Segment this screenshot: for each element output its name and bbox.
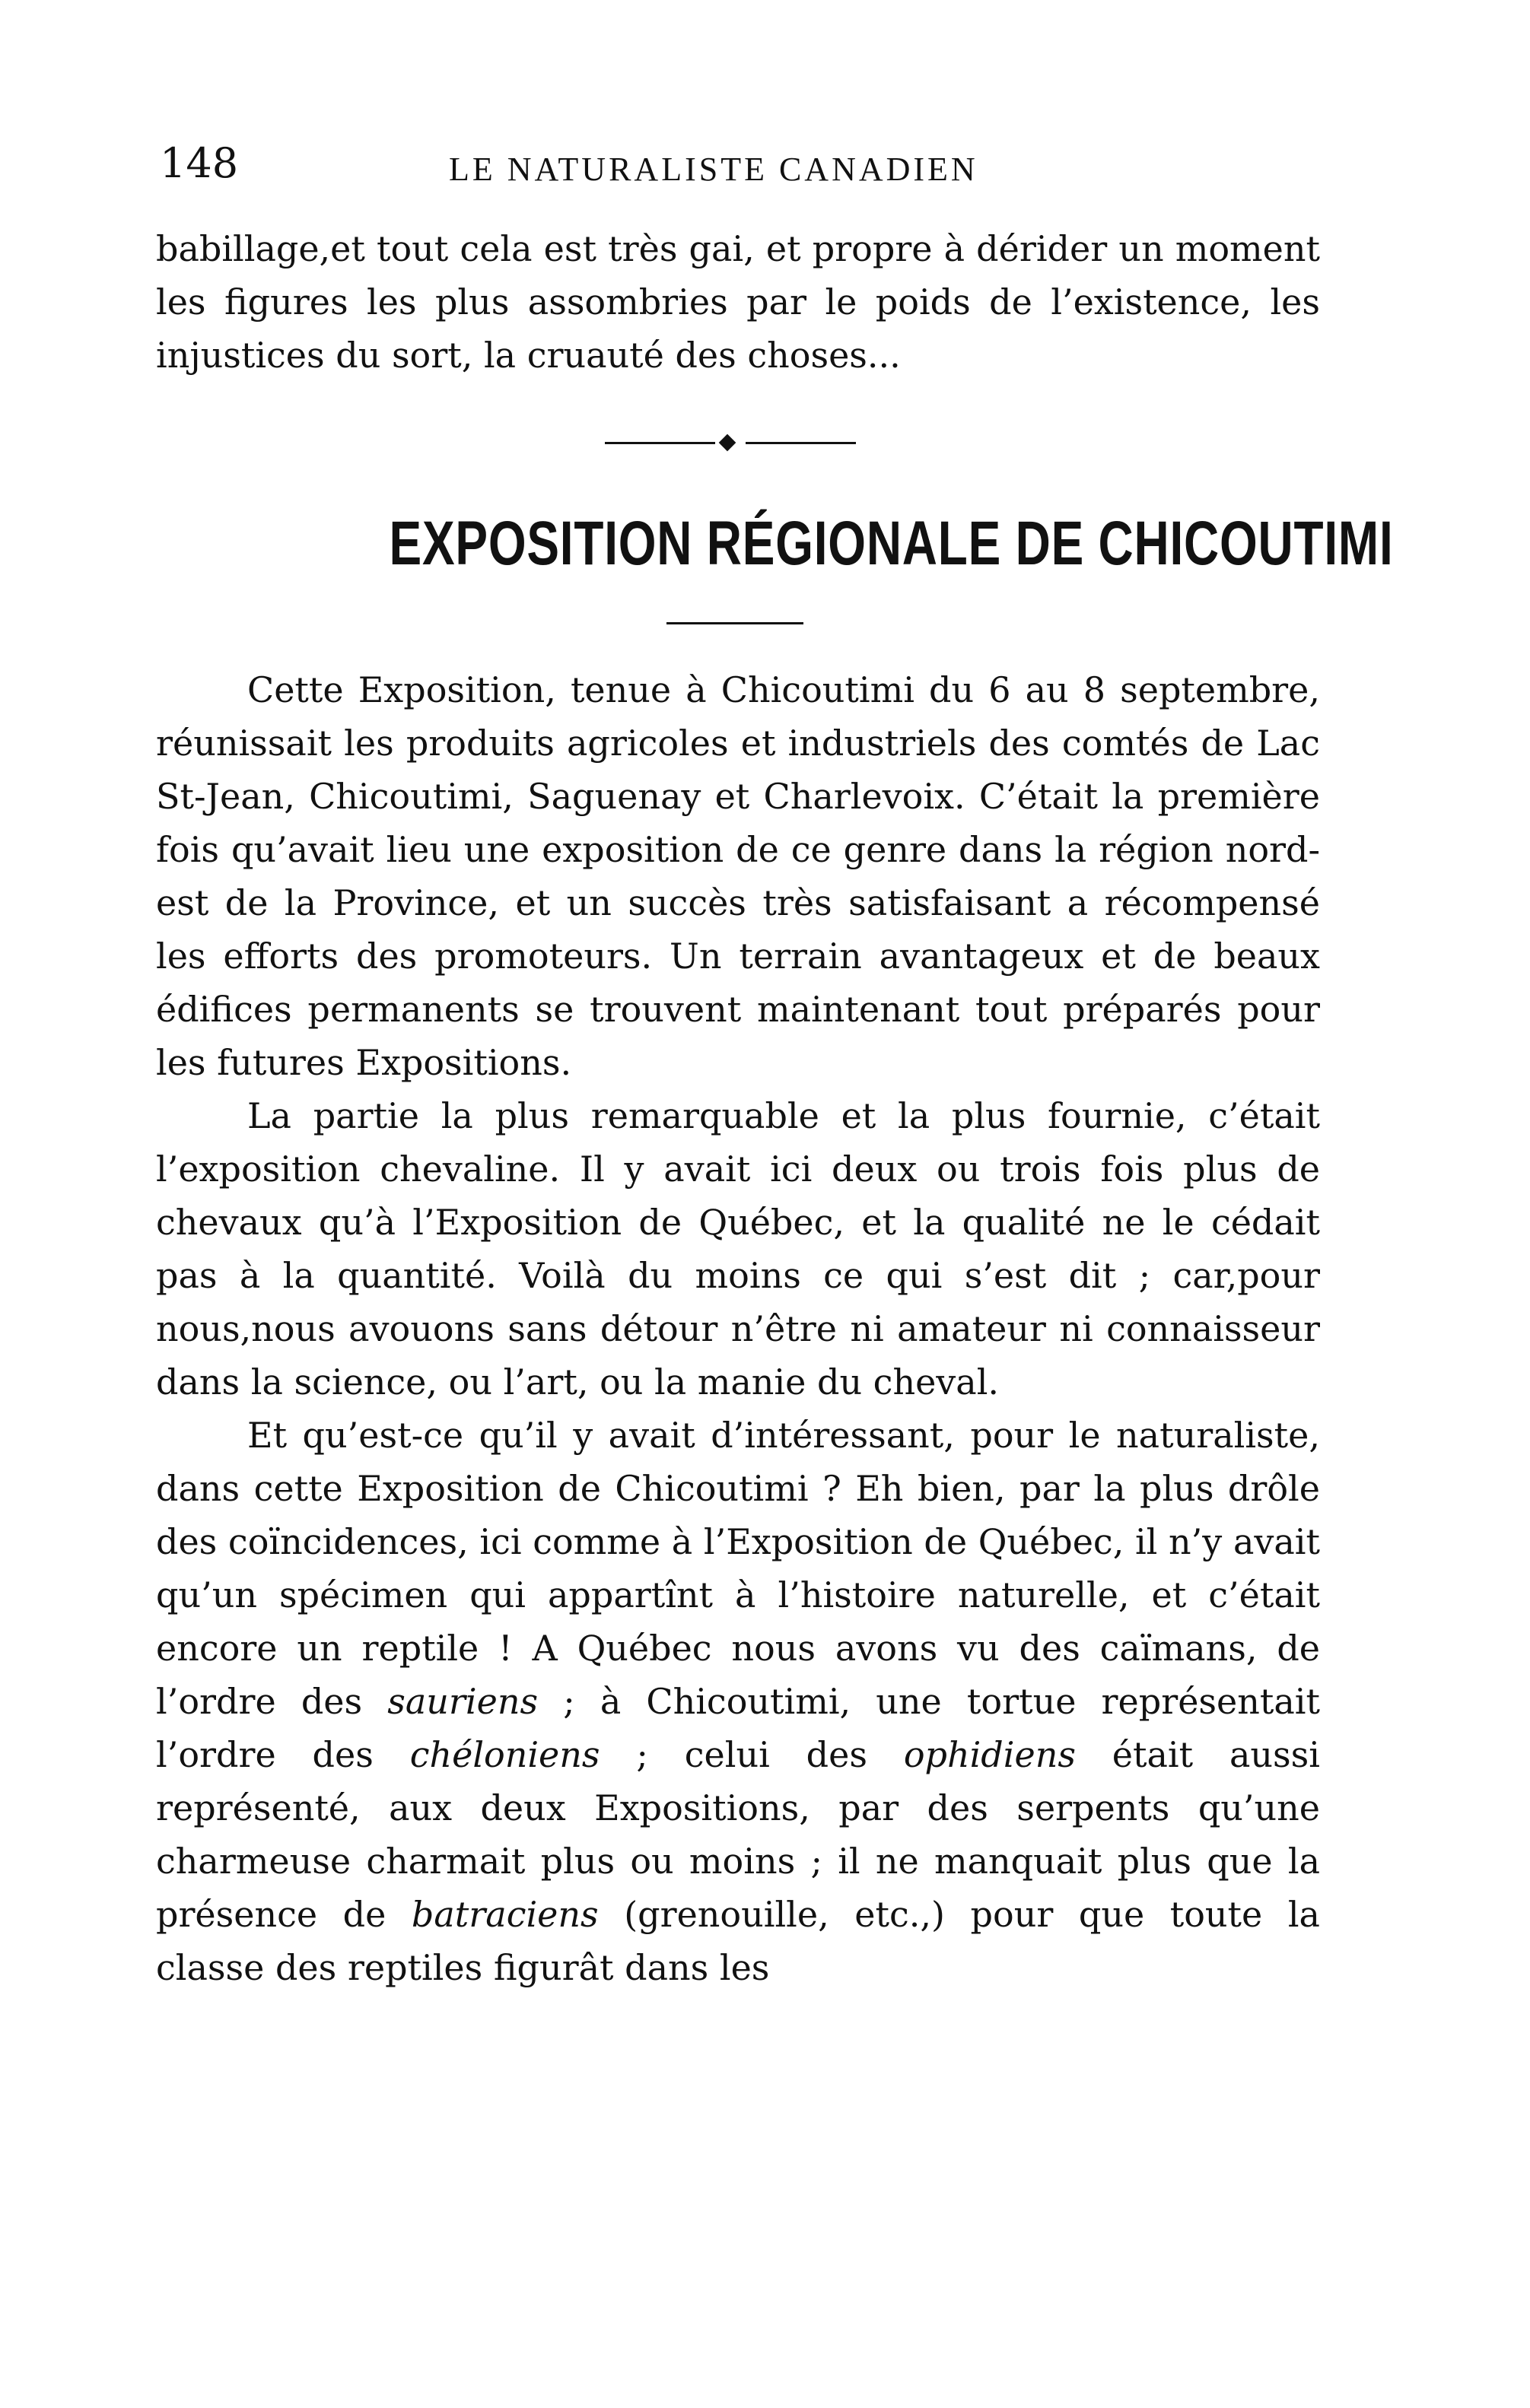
paragraph-3-text-1: Et qu’est-ce qu’il y avait d’intéressant, pour le naturaliste, dans cette Exposition de Chicoutimi ? Eh bien, par la plus drôle des coïncidences, ici comme à l’Exposition de Québec, il n’y avait qu’un spécimen qui appartînt à l’histoire naturelle, et c’était encore un reptile ! A Québec nous avons vu des caïmans, de l’ordre des (156, 1415, 1320, 1722)
article-paragraph-3 (156, 1409, 1320, 1994)
paragraph-3-text-4: était aussi représenté, aux deux Expositions, par des serpents qu’une charmeuse charmait plus ou moins ; il ne manquait plus que la présence de (156, 1734, 1320, 1935)
intro-paragraph: babillage,et tout cela est très gai, et propre à dérider un moment les figures les plus assombries par le poids de l’existence, les injustices du sort, la cruauté des choses... (156, 228, 1320, 376)
paragraph-3-text-5: (grenouille, etc.,) pour que toute la classe des reptiles figurât dans les (156, 1894, 1320, 1988)
term-batraciens: batraciens (411, 1894, 599, 1935)
article-paragraph-2: La partie la plus remarquable et la plus fournie, c’était l’exposition chevaline. Il y avait ici deux ou trois fois plus de chevaux qu’à l’Exposition de Québec, et la qualité ne le cédait pas à la quantité. Voilà du moins ce qui s’est dit ; car,pour nous,nous avouons sans détour n’être ni amateur ni connaisseur dans la science, ou l’art, ou la manie du cheval. (156, 1095, 1320, 1403)
ornament-line-right (746, 442, 856, 444)
page-number: 148 (160, 139, 239, 187)
intro-text-block (156, 222, 1320, 382)
title-rule (666, 622, 803, 624)
article-title: EXPOSITION RÉGIONALE DE CHICOUTIMI (389, 509, 1394, 578)
ornament-line-left (605, 442, 715, 444)
paragraph-3-text-2: ; à Chicoutimi, une tortue représentait l’ordre des (156, 1681, 1320, 1775)
journal-title: LE NATURALISTE CANADIEN (449, 151, 978, 188)
term-ophidiens: ophidiens (903, 1734, 1076, 1775)
section-ornament (605, 435, 856, 450)
ornament-diamond (719, 434, 736, 452)
paragraph-3-text-3: ; celui des (600, 1734, 904, 1775)
term-sauriens: sauriens (387, 1681, 539, 1722)
term-cheloniens: chéloniens (409, 1734, 600, 1775)
running-head (160, 137, 1316, 205)
article-paragraph-1: Cette Exposition, tenue à Chicoutimi du 6 au 8 septembre, réunissait les produits agricoles et industriels des comtés de Lac St-Jean, Chicoutimi, Saguenay et Charlevoix. C’était la première fois qu’avait lieu une exposition de ce genre dans la région nord-est de la Province, et un succès très satisfaisant a récompensé les efforts des promoteurs. Un terrain avantageux et de beaux édifices permanents se trouvent maintenant tout préparés pour les futures Expositions. (156, 669, 1320, 1083)
article-body (156, 663, 1320, 1994)
